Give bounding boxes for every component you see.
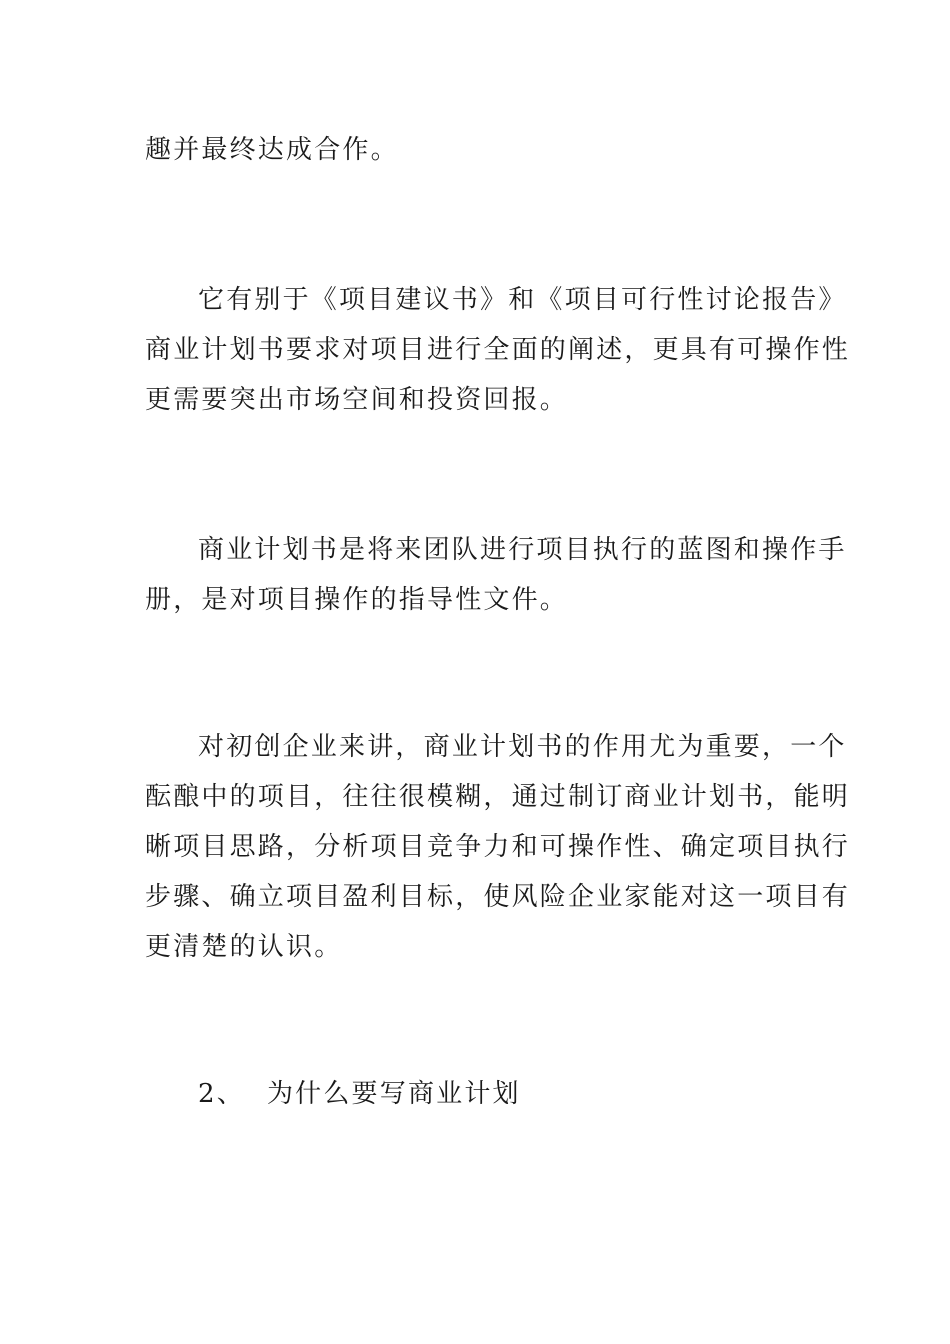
paragraph-line: 它有别于《项目建议书》和《项目可行性讨论报告》 — [198, 285, 847, 315]
paragraph-line: 步骤、确立项目盈利目标，使风险企业家能对这一项目有 — [145, 882, 851, 912]
paragraph-line: 更清楚的认识。 — [145, 932, 343, 962]
paragraph-line: 册，是对项目操作的指导性文件。 — [145, 585, 569, 615]
section-heading — [198, 1081, 863, 1107]
section-heading-text: 为什么要写商业计划 — [266, 1079, 521, 1109]
paragraph-line: 趣并最终达成合作。 — [145, 135, 399, 165]
paragraph-line: 酝酿中的项目，往往很模糊，通过制订商业计划书，能明 — [145, 782, 851, 812]
paragraph-line: 商业计划书要求对项目进行全面的阐述，更具有可操作性 — [145, 335, 851, 365]
paragraph-line: 对初创企业来讲，商业计划书的作用尤为重要，一个 — [198, 732, 847, 762]
paragraph-line: 更需要突出市场空间和投资回报。 — [145, 385, 569, 415]
section-heading-number: 2、 — [198, 1079, 245, 1109]
paragraph-line: 商业计划书是将来团队进行项目执行的蓝图和操作手 — [198, 535, 847, 565]
paragraph-line: 晰项目思路，分析项目竞争力和可操作性、确定项目执行 — [145, 832, 851, 862]
